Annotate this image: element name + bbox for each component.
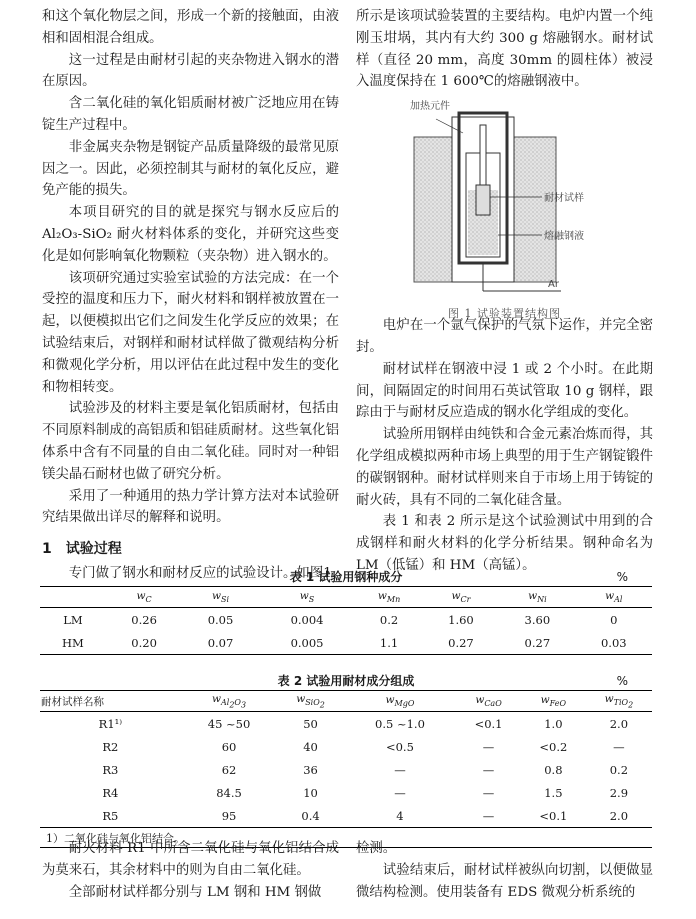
paragraph: 耐火材料 R1 中所含二氧化硅与氧化铝结合成为莫来石，其余材料中的则为自由二氧化硅。 (42, 841, 339, 878)
table-cell: 0 (610, 612, 618, 627)
section-number: 1 (42, 541, 52, 558)
table-cell: — (394, 762, 406, 777)
table-cell: HM (62, 635, 84, 650)
table-title (40, 568, 652, 586)
table-cell: 0.8 (544, 762, 563, 777)
table-cell: — (482, 785, 495, 800)
paragraph: 专门做了钢水和耐材反应的试验设计。如图1 (68, 565, 332, 581)
table-row (40, 781, 652, 804)
table-footnote: 1）二氧化硅与氧化铝结合。 (40, 827, 652, 848)
column-header: $w_{Al_2O_3}$ (181, 691, 278, 712)
paragraph: 耐材试样在钢液中浸 1 或 2 个小时。在此期间，间隔固定的时间用石英试管取 10 g 钢样，跟踪由于与耐材反应造成的钢水化学组成的变化。 (356, 361, 653, 421)
table-row (40, 735, 652, 758)
table-cell: — (482, 808, 495, 823)
table-cell: 1.5 (544, 785, 563, 800)
left-column (42, 6, 339, 585)
column-header (40, 587, 106, 608)
table-cell: 0.27 (448, 635, 474, 650)
sample-label: 耐材试样 (544, 193, 584, 205)
table-row (40, 608, 652, 632)
table-cell: 3.60 (524, 612, 551, 627)
table-cell: 0.2 (379, 612, 399, 627)
column-header: $w_S$ (259, 587, 356, 608)
column-header: $w_{FeO}$ (521, 691, 586, 712)
apparatus-diagram (356, 95, 653, 295)
table-cell: 4 (396, 808, 404, 823)
table-cell: 0.07 (207, 635, 234, 650)
table-cell: <0.1 (474, 716, 503, 731)
paragraph: 所示是该项试验装置的主要结构。电炉内置一个纯刚玉坩埚，其内有大约 300 g 熔融钢水。耐材试样（直径 20 mm，高度 30mm 的圆柱体）被浸入温度保持在 1 600℃的熔融钢液中。 (356, 9, 653, 90)
table-cell: — (482, 739, 495, 754)
table-cell: 45 ~50 (207, 716, 251, 731)
column-header: $w_C$ (106, 587, 182, 608)
gas-label: Ar (548, 279, 559, 291)
bottom-right-column (356, 838, 653, 903)
table-cell: <0.1 (539, 808, 568, 823)
paragraph: 采用了一种通用的热力学计算方法对本试验研究结果做出详尽的解释和说明。 (42, 488, 339, 526)
column-header: $w_{Mn}$ (355, 587, 422, 608)
table-cell: 0.5 ~1.0 (375, 716, 425, 731)
melt-label: 熔融钢液 (544, 231, 584, 243)
table-cell: R3 (102, 762, 119, 777)
section-heading (42, 539, 339, 561)
column-header: $w_{MgO}$ (344, 691, 456, 712)
table-cell: 60 (221, 739, 237, 754)
paragraph: 全部耐材试样都分别与 LM 钢和 HM 钢做 (68, 884, 322, 900)
paragraph: 电炉在一个氩气保护的气氛下运作，并完全密封。 (356, 318, 653, 355)
paragraph: 检测。 (356, 841, 397, 856)
table-row (40, 804, 652, 827)
column-header: 耐材试样名称 (40, 691, 181, 712)
table-unit: % (616, 570, 628, 584)
table-title-text: 表 2 试验用耐材成分组成 (277, 674, 415, 688)
table-cell: — (394, 785, 406, 800)
table-cell: 0.20 (131, 635, 157, 650)
refractory-sample (476, 185, 490, 215)
paragraph: 非金属夹杂物是钢锭产品质量降级的最常见原因之一。因此，必须控制其与耐材的氧化反应，避免产能的损失。 (42, 139, 339, 199)
column-header: $w_{Cr}$ (423, 587, 499, 608)
table-1 (40, 568, 652, 655)
table-cell: 0.005 (290, 635, 324, 650)
table-cell: R1¹⁾ (98, 716, 123, 731)
paragraph: 试验结束后，耐材试样被纵向切割，以便做显微结构检测。使用装备有 EDS 微观分析系统的 (356, 862, 653, 900)
column-header: $w_{Si}$ (182, 587, 258, 608)
table-cell: 84.5 (216, 785, 242, 800)
right-column (356, 6, 653, 577)
table-cell: — (482, 762, 495, 777)
table-cell: 36 (303, 762, 318, 777)
table-cell: 10 (303, 785, 318, 800)
column-header: $w_{CaO}$ (456, 691, 521, 712)
paragraph: 表 1 和表 2 所示是这个试验测试中用到的合成钢样和耐火材料的化学分析结果。钢种命名为 LM（低锰）和 HM（高锰）。 (356, 514, 653, 573)
table-cell: 0.4 (301, 808, 320, 823)
table-cell: 95 (221, 808, 237, 823)
table-cell: 0.05 (207, 612, 234, 627)
table-cell: 0.2 (609, 762, 629, 777)
paragraph: 含二氧化硅的氧化铝质耐材被广泛地应用在铸锭生产过程中。 (42, 96, 339, 133)
column-header: $w_{Al}$ (576, 587, 652, 608)
paragraph: 该项研究通过实验室试验的方法完成：在一个受控的温度和压力下，耐火材料和钢样被放置在一起，以便模拟出它们之间发生化学反应的效果；在试验结束后，对钢样和耐材试样做了微观结构分析和微观化学分析，用以评估在此过程中发生的变化和物相转变。 (42, 270, 339, 395)
table-cell: — (613, 739, 625, 754)
table-cell: R5 (102, 808, 119, 823)
table-row (40, 631, 652, 655)
bottom-left-column (42, 838, 339, 903)
table-cell: LM (63, 612, 83, 627)
table-cell: 2.0 (609, 716, 629, 731)
table-cell: 1.60 (448, 612, 474, 627)
column-header: $w_{SiO_2}$ (277, 691, 343, 712)
column-header: $w_{Ni}$ (499, 587, 575, 608)
table-title (40, 672, 652, 690)
paragraph: 本项目研究的目的就是探究与钢水反应后的Al₂O₃-SiO₂ 耐火材料体系的变化，并研究这些变化是如何影响氧化物颗粒（夹杂物）进入钢水的。 (42, 205, 339, 264)
table-row (40, 758, 652, 781)
paragraph: 试验所用钢样由纯铁和合金元素冶炼而得，其化学组成模拟两种市场上典型的用于生产钢锭锻件的碳钢钢种。耐材试样则来自于市场上用于铸锭的耐火砖，具有不同的二氧化硅含量。 (356, 427, 653, 508)
heater-label: 加热元件 (410, 101, 450, 113)
table-cell: <0.2 (539, 739, 568, 754)
paragraph: 这一过程是由耐材引起的夹杂物进入钢水的潜在原因。 (42, 52, 339, 90)
table-cell: 2.9 (609, 785, 629, 800)
table-cell: <0.5 (385, 739, 414, 754)
figure-caption: 图 1 试验装置结构图 (448, 306, 561, 320)
paragraph: 试验涉及的材料主要是氧化铝质耐材，包括由不同原料制成的高铝质和铝硅质耐材。这些氧化铝体系中含有不同量的自由二氧化硅。同时对一种铝镁尖晶石耐材也做了研究分析。 (42, 401, 339, 482)
table-cell: 0.03 (600, 635, 627, 650)
table-cell: 2.0 (609, 808, 629, 823)
section-title: 试验过程 (65, 541, 122, 558)
table-row (40, 712, 652, 736)
table-cell: 50 (303, 716, 318, 731)
steel-composition-table (40, 586, 652, 655)
apparatus-figure (356, 95, 653, 320)
table-title-text: 表 1 试验用钢种成分 (289, 570, 403, 584)
table-cell: 1.0 (544, 716, 563, 731)
refractory-composition-table (40, 690, 652, 827)
column-header: $w_{TiO_2}$ (586, 691, 652, 712)
table-cell: 40 (303, 739, 318, 754)
table-cell: R4 (102, 785, 119, 800)
table-unit: % (616, 674, 628, 688)
table-cell: 1.1 (379, 635, 399, 650)
table-cell: 0.27 (524, 635, 551, 650)
table-2 (40, 672, 652, 848)
paragraph: 和这个氧化物层之间，形成一个新的接触面，由液相和固相混合组成。 (42, 9, 339, 46)
table-cell: 0.26 (131, 612, 157, 627)
table-cell: 0.004 (290, 612, 324, 627)
table-cell: 62 (221, 762, 237, 777)
table-cell: R2 (102, 739, 119, 754)
